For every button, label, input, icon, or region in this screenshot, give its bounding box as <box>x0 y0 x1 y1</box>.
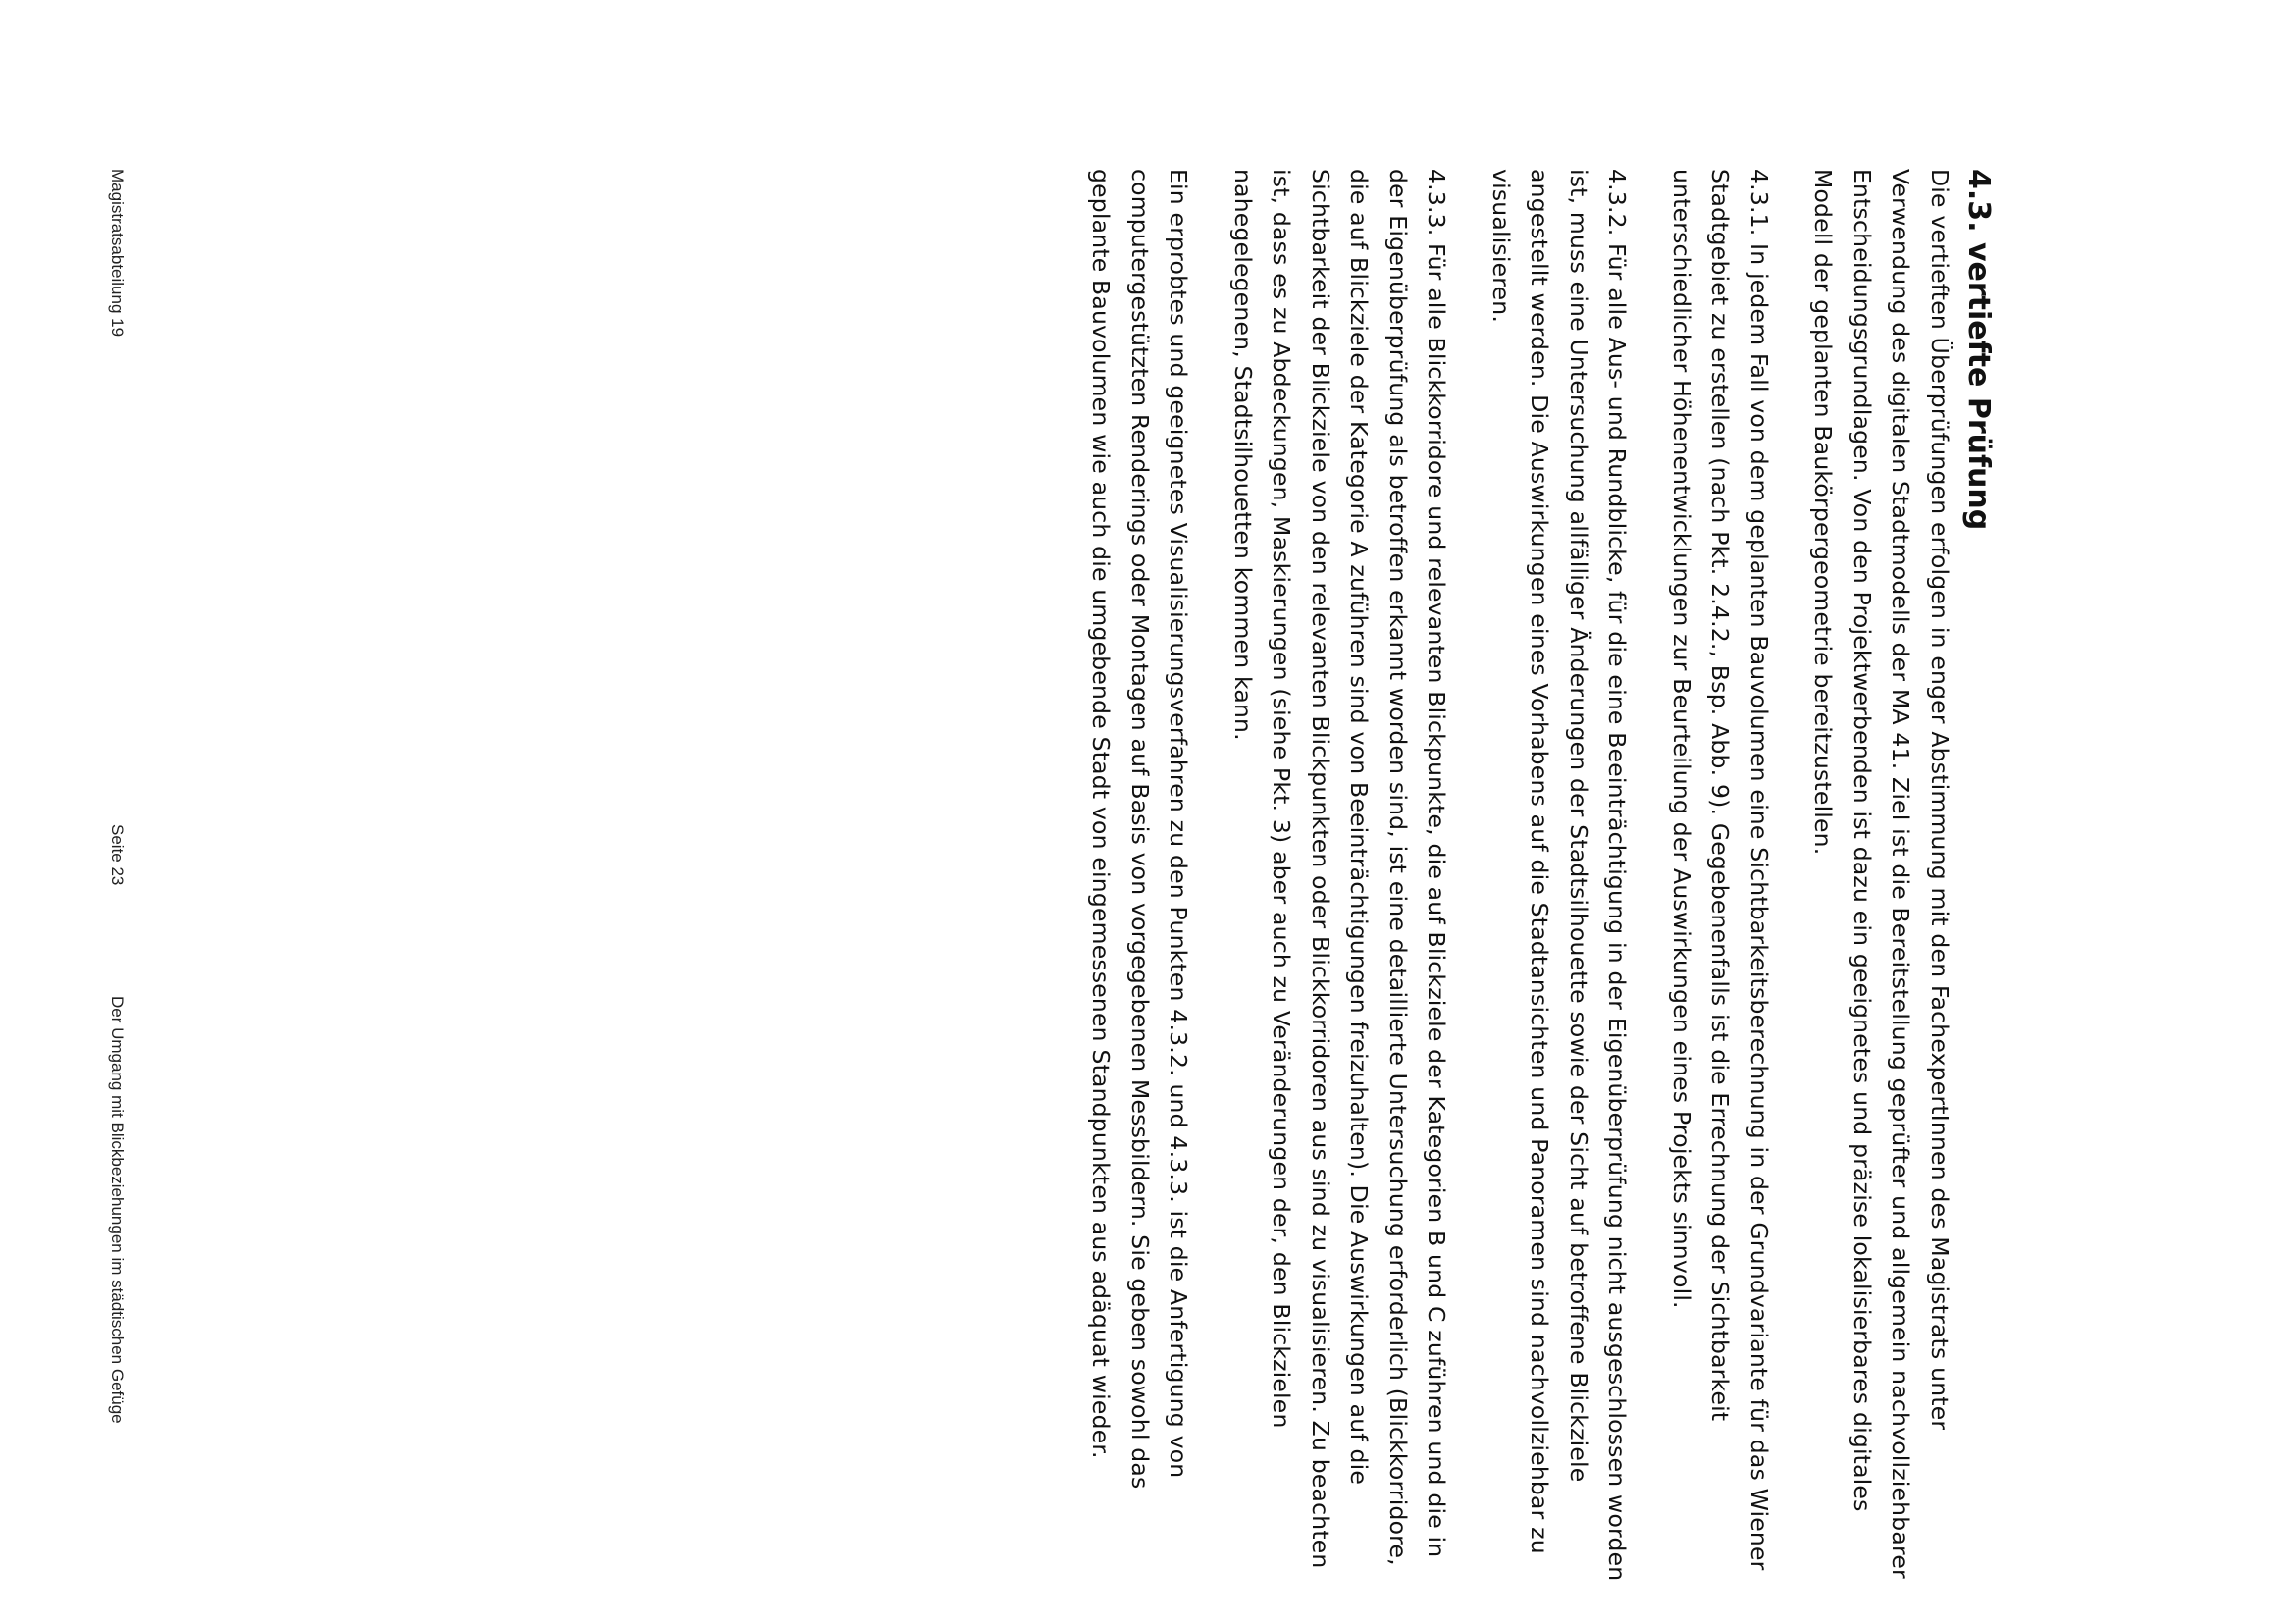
footer-page-number: Seite 23 <box>108 824 127 886</box>
paragraph-4-3-2: 4.3.2. Für alle Aus- und Rundblicke, für die eine Beeinträchtigung in der Eigenüberprüfung nicht ausgeschlossen worden ist, muss eine Untersuchung allfälliger Änderungen der Stadtsilhouette sowie der Sicht auf betroffene Blickziele angestellt werden. Die Auswirkungen eines Vorhabens auf die Stadtansichten und Panoramen sind nachvollziehbar zu visualisieren. <box>1487 169 1632 1582</box>
page-footer <box>97 0 127 1624</box>
footer-document-title: Der Umgang mit Blickbeziehungen im städtischen Gefüge <box>108 996 127 1424</box>
paragraph-4-3-1: 4.3.1. In jedem Fall von dem geplanten Bauvolumen eine Sichtbarkeitsberechnung in der Grundvariante für das Wiener Stadtgebiet zu erstellen (nach Pkt. 2.4.2., Bsp. Abb. 9). Gegebenenfalls ist die Errechnung der Sichtbarkeit unterschiedlicher Höhenentwicklungen zur Beurteilung der Auswirkungen eines Projekts sinnvoll. <box>1668 169 1773 1571</box>
section-heading: 4.3. vertiefte Prüfung <box>1961 169 1996 531</box>
page-content <box>1056 169 1998 1582</box>
paragraph-4-3-3: 4.3.3. Für alle Blickkorridore und relevanten Blickpunkte, die auf Blickziele der Kategorien B und C zuführen und die in der Eigenüberprüfung als betroffen erkannt worden sind, ist eine detaillierte Untersuchung erforderlich (Blickkorridore, die auf Blickziele der Kategorie A zuführen sind von Beeinträchtigungen freizuhalten). Die Auswirkungen auf die Sichtbarkeit der Blickziele von den relevanten Blickpunkten oder Blickkorridoren aus sind zu visualisieren. Zu beachten ist, dass es zu Abdeckungen, Maskierungen (siehe Pkt. 3) aber auch zu Veränderungen der, den Blickzielen nahegelegenen, Stadtsilhouetten kommen kann. <box>1229 169 1451 1569</box>
paragraph-visualisation: Ein erprobtes und geeignetes Visualisierungsverfahren zu den Punkten 4.3.2. und 4.3.3. ist die Anfertigung von computergestützten Renderings oder Montagen auf Basis von vorgegebenen Messbildern. Sie geben sowohl das geplante Bauvolumen wie auch die umgebende Stadt von eingemessenen Standpunkten aus adäquat wieder. <box>1087 169 1193 1490</box>
paragraph-intro: Die vertieften Überprüfungen erfolgen in enger Abstimmung mit den FachexpertInnen des Magistrats unter Verwendung des digitalen Stadtmodells der MA 41. Ziel ist die Bereitstellung geprüfter und allgemein nachvollziehbarer Entscheidungsgrundlagen. Von den Projektwerbenden ist dazu ein geeignetes und präzise lokalisierbares digitales Modell der geplanten Baukörpergeometrie bereitzustellen. <box>1809 169 1953 1579</box>
footer-department: Magistratsabteilung 19 <box>108 169 127 338</box>
